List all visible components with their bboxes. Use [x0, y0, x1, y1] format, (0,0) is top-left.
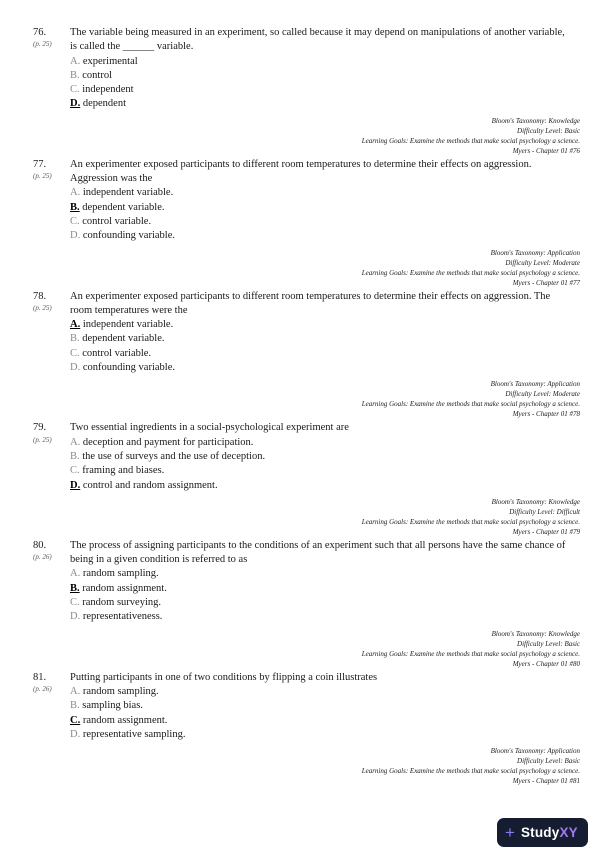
- option-letter: C.: [70, 714, 81, 726]
- question-metadata: [0, 497, 612, 537]
- option-b: [70, 69, 570, 83]
- option-letter: A.: [70, 685, 81, 697]
- option-c: [70, 596, 570, 610]
- option-b: [70, 332, 570, 346]
- option-text: dependent: [82, 98, 126, 110]
- question-text: Two essential ingredients in a social-psychological experiment are: [70, 422, 349, 434]
- option-d: [70, 229, 570, 243]
- options-list: [70, 55, 570, 112]
- option-text: random assignment.: [82, 582, 167, 594]
- source-reference: Myers - Chapter 01 #76: [512, 146, 580, 155]
- option-d-correct-answer: [70, 479, 570, 493]
- page-reference: (p. 25): [33, 435, 52, 444]
- option-text: control: [82, 69, 113, 81]
- option-a-correct-answer: [70, 318, 570, 332]
- option-letter: B.: [70, 582, 80, 594]
- option-text: random sampling.: [82, 685, 159, 697]
- option-letter: B.: [70, 700, 80, 712]
- question-metadata: [0, 248, 612, 288]
- option-text: representative sampling.: [82, 728, 186, 740]
- question-number: 77.: [33, 158, 47, 170]
- difficulty-level: Difficulty Level: Moderate: [505, 390, 580, 399]
- option-text: random surveying.: [82, 597, 162, 609]
- option-letter: D.: [70, 362, 81, 374]
- option-a: [70, 685, 570, 699]
- source-reference: Myers - Chapter 01 #78: [512, 410, 580, 419]
- option-text: random sampling.: [82, 568, 159, 580]
- option-letter: D.: [70, 230, 81, 242]
- question-block-78: [0, 290, 612, 420]
- option-letter: A.: [70, 55, 81, 67]
- difficulty-level: Difficulty Level: Basic: [517, 757, 580, 766]
- question-text: The process of assigning participants to the conditions of an experiment such that all persons have the same chance of being in a given condition is referred to as: [70, 539, 566, 566]
- option-letter: A.: [70, 436, 81, 448]
- option-letter: C.: [70, 347, 80, 359]
- question-number: 79.: [33, 422, 47, 434]
- question-margin: [33, 539, 70, 625]
- option-letter: B.: [70, 450, 80, 462]
- learning-goals: Learning Goals: Examine the methods that make social psychology a science.: [361, 767, 580, 776]
- question-metadata: [0, 379, 612, 419]
- option-text: random assignment.: [82, 714, 168, 726]
- page-reference: (p. 25): [33, 303, 52, 312]
- option-text: independent variable.: [82, 187, 174, 199]
- option-letter: C.: [70, 84, 80, 96]
- question-text: An experimenter exposed participants to different room temperatures to determine their effects on aggression. The room temperatures were the: [70, 290, 551, 316]
- option-letter: B.: [70, 69, 80, 81]
- option-text: independent: [82, 84, 134, 96]
- option-letter: C.: [70, 215, 80, 227]
- option-text: control variable.: [82, 215, 152, 227]
- plus-icon: +: [505, 823, 515, 842]
- option-c: [70, 215, 570, 229]
- difficulty-level: Difficulty Level: Basic: [517, 126, 580, 135]
- option-letter: C.: [70, 597, 80, 609]
- page-reference: (p. 25): [33, 40, 52, 49]
- option-a: [70, 186, 570, 200]
- question-margin: [33, 26, 70, 112]
- question-number: 78.: [33, 290, 47, 302]
- learning-goals: Learning Goals: Examine the methods that make social psychology a science.: [361, 136, 580, 145]
- question-number: 81.: [33, 671, 47, 683]
- question-margin: [33, 290, 70, 376]
- option-a: [70, 436, 570, 450]
- question-margin: [33, 671, 70, 742]
- option-c-correct-answer: [70, 714, 570, 728]
- learning-goals: Learning Goals: Examine the methods that make social psychology a science.: [361, 517, 580, 526]
- page-reference: (p. 26): [33, 553, 52, 562]
- question-block-81: [0, 671, 612, 786]
- option-text: sampling bias.: [82, 700, 143, 712]
- option-letter: A.: [70, 568, 81, 580]
- question-text: Putting participants in one of two conditions by flipping a coin illustrates: [70, 671, 378, 683]
- question-text: An experimenter exposed participants to different room temperatures to determine their effects on aggression. Aggression was the: [70, 158, 532, 185]
- source-reference: Myers - Chapter 01 #79: [512, 527, 580, 536]
- option-text: confounding variable.: [82, 230, 175, 242]
- option-b-correct-answer: [70, 201, 570, 215]
- options-list: [70, 186, 570, 243]
- question-metadata: [0, 746, 612, 786]
- option-text: control variable.: [82, 347, 152, 359]
- logo-text-study: Study: [520, 825, 560, 840]
- source-reference: Myers - Chapter 01 #81: [512, 777, 580, 786]
- source-reference: Myers - Chapter 01 #77: [512, 278, 580, 287]
- difficulty-level: Difficulty Level: Moderate: [505, 258, 580, 267]
- option-d: [70, 361, 570, 375]
- option-c: [70, 464, 570, 478]
- learning-goals: Learning Goals: Examine the methods that make social psychology a science.: [361, 649, 580, 658]
- studyxy-logo[interactable]: [497, 818, 588, 847]
- blooms-taxonomy: Bloom's Taxonomy: Knowledge: [491, 116, 580, 125]
- option-letter: C.: [70, 465, 80, 477]
- option-text: dependent variable.: [82, 333, 165, 345]
- option-letter: A.: [70, 319, 81, 331]
- option-letter: B.: [70, 201, 80, 213]
- option-text: confounding variable.: [82, 362, 175, 374]
- page-reference: (p. 26): [33, 684, 52, 693]
- blooms-taxonomy: Bloom's Taxonomy: Application: [490, 380, 580, 389]
- source-reference: Myers - Chapter 01 #80: [512, 659, 580, 668]
- question-margin: [33, 421, 70, 492]
- option-a: [70, 567, 570, 581]
- option-text: independent variable.: [82, 319, 174, 331]
- option-letter: D.: [70, 98, 81, 110]
- option-text: dependent variable.: [82, 201, 165, 213]
- question-metadata: [0, 629, 612, 669]
- option-letter: B.: [70, 333, 80, 345]
- option-d: [70, 610, 570, 624]
- question-metadata: [0, 116, 612, 156]
- option-b: [70, 699, 570, 713]
- option-d-correct-answer: [70, 97, 570, 111]
- option-text: control and random assignment.: [82, 479, 218, 491]
- difficulty-level: Difficulty Level: Difficult: [509, 507, 580, 516]
- learning-goals: Learning Goals: Examine the methods that make social psychology a science.: [361, 268, 580, 277]
- blooms-taxonomy: Bloom's Taxonomy: Application: [490, 248, 580, 257]
- option-text: representativeness.: [82, 611, 163, 623]
- options-list: [70, 567, 570, 624]
- option-b-correct-answer: [70, 582, 570, 596]
- option-a: [70, 55, 570, 69]
- option-letter: A.: [70, 187, 81, 199]
- blooms-taxonomy: Bloom's Taxonomy: Knowledge: [491, 629, 580, 638]
- question-block-79: [0, 421, 612, 536]
- option-letter: D.: [70, 479, 81, 491]
- options-list: [70, 436, 570, 493]
- question-block-76: [0, 26, 612, 156]
- option-text: the use of surveys and the use of deception.: [82, 450, 266, 462]
- option-text: experimental: [82, 55, 138, 67]
- logo-text-xy: XY: [559, 825, 578, 840]
- options-list: [70, 318, 570, 375]
- page-reference: (p. 25): [33, 172, 52, 181]
- option-letter: D.: [70, 611, 81, 623]
- option-text: framing and biases.: [82, 465, 165, 477]
- option-c: [70, 347, 570, 361]
- options-list: [70, 685, 570, 742]
- difficulty-level: Difficulty Level: Basic: [517, 639, 580, 648]
- question-number: 80.: [33, 539, 47, 551]
- blooms-taxonomy: Bloom's Taxonomy: Application: [490, 747, 580, 756]
- option-d: [70, 728, 570, 742]
- question-number: 76.: [33, 27, 47, 38]
- option-text: deception and payment for participation.: [82, 436, 254, 448]
- blooms-taxonomy: Bloom's Taxonomy: Knowledge: [491, 497, 580, 506]
- learning-goals: Learning Goals: Examine the methods that make social psychology a science.: [361, 400, 580, 409]
- question-block-80: [0, 539, 612, 669]
- logo-wordmark: [521, 825, 578, 840]
- option-b: [70, 450, 570, 464]
- option-c: [70, 83, 570, 97]
- option-letter: D.: [70, 728, 81, 740]
- question-margin: [33, 158, 70, 244]
- question-block-77: [0, 158, 612, 288]
- question-text: The variable being measured in an experiment, so called because it may depend on manipulations of another variable, is called the ______ variable.: [70, 27, 565, 53]
